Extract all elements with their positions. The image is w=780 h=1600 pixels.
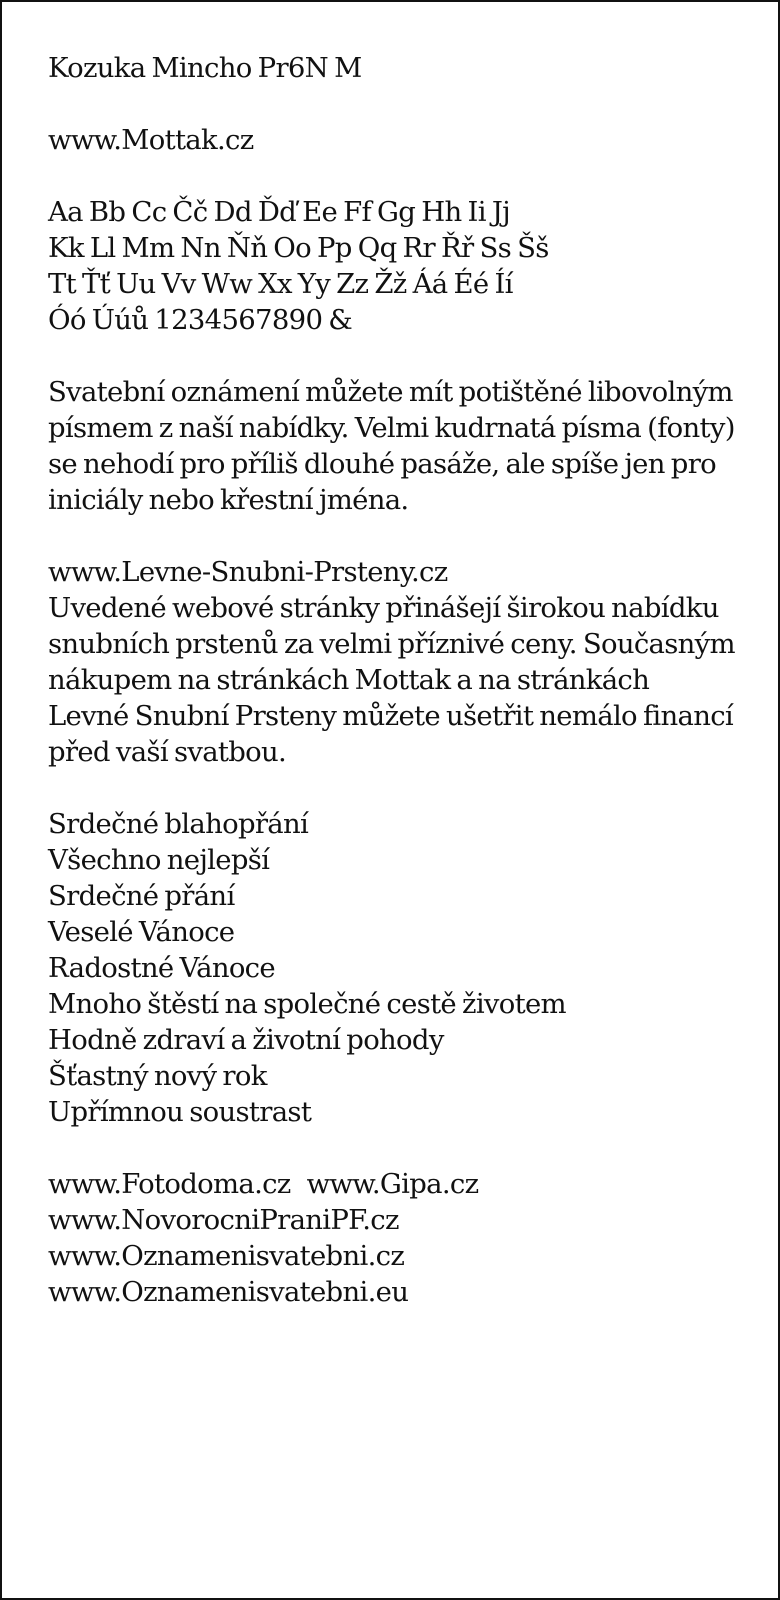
font-name-block xyxy=(48,50,773,86)
website-url: www.Oznamenisvatebni.eu xyxy=(48,1276,409,1308)
rings-text-line: Levné Snubní Prsteny můžete ušetřit nemálo financí xyxy=(48,700,734,732)
greeting-line: Mnoho štěstí na společné cestě životem xyxy=(48,988,566,1020)
paragraph-line: se nehodí pro příliš dlouhé pasáže, ale spíše jen pro xyxy=(48,448,717,480)
greeting-line: Upřímnou soustrast xyxy=(48,1096,312,1128)
greeting-line: Srdečné přání xyxy=(48,880,235,912)
websites-pair-line xyxy=(48,1166,773,1202)
paragraph-line: písmem z naší nabídky. Velmi kudrnatá písma (fonty) xyxy=(48,412,735,444)
specimen-content xyxy=(48,50,773,1310)
greeting-line: Šťastný nový rok xyxy=(48,1060,267,1092)
rings-block xyxy=(48,554,773,770)
greeting-line: Radostné Vánoce xyxy=(48,952,275,984)
website-url: www.Oznamenisvatebni.cz xyxy=(48,1240,405,1272)
rings-text-line: snubních prstenů za velmi příznivé ceny. Současným xyxy=(48,628,735,660)
rings-url: www.Levne-Snubni-Prsteny.cz xyxy=(48,556,448,588)
alphabet-line: Aa Bb Cc Čč Dd Ďď Ee Ff Gg Hh Ii Jj xyxy=(48,196,510,228)
website-url: www.NovorocniPraniPF.cz xyxy=(48,1204,399,1236)
greeting-line: Veselé Vánoce xyxy=(48,916,235,948)
greeting-line: Srdečné blahopřání xyxy=(48,808,309,840)
greeting-line: Hodně zdraví a životní pohody xyxy=(48,1024,444,1056)
rings-text-line: Uvedené webové stránky přinášejí širokou nabídku xyxy=(48,592,719,624)
greeting-line: Všechno nejlepší xyxy=(48,844,270,876)
alphabet-line: Kk Ll Mm Nn Ňň Oo Pp Qq Rr Řř Ss Šš xyxy=(48,232,549,264)
paragraph-line: iniciály nebo křestní jména. xyxy=(48,484,409,516)
website-url: www.Gipa.cz xyxy=(306,1168,479,1200)
site-block xyxy=(48,122,773,158)
rings-text-line: nákupem na stránkách Mottak a na stránkách xyxy=(48,664,650,696)
sample-paragraph xyxy=(48,374,773,518)
alphabet-block xyxy=(48,194,773,338)
greetings-block xyxy=(48,806,773,1130)
rings-text-line: před vaší svatbou. xyxy=(48,736,287,768)
alphabet-line: Tt Ťť Uu Vv Ww Xx Yy Zz Žž Áá Éé Íí xyxy=(48,268,513,300)
site-url: www.Mottak.cz xyxy=(48,124,254,156)
website-url: www.Fotodoma.cz xyxy=(48,1168,291,1200)
websites-block xyxy=(48,1166,773,1310)
paragraph-line: Svatební oznámení můžete mít potištěné libovolným xyxy=(48,376,733,408)
font-name: Kozuka Mincho Pr6N M xyxy=(48,52,362,84)
alphabet-line: Óó Úúů 1234567890 & xyxy=(48,304,353,336)
